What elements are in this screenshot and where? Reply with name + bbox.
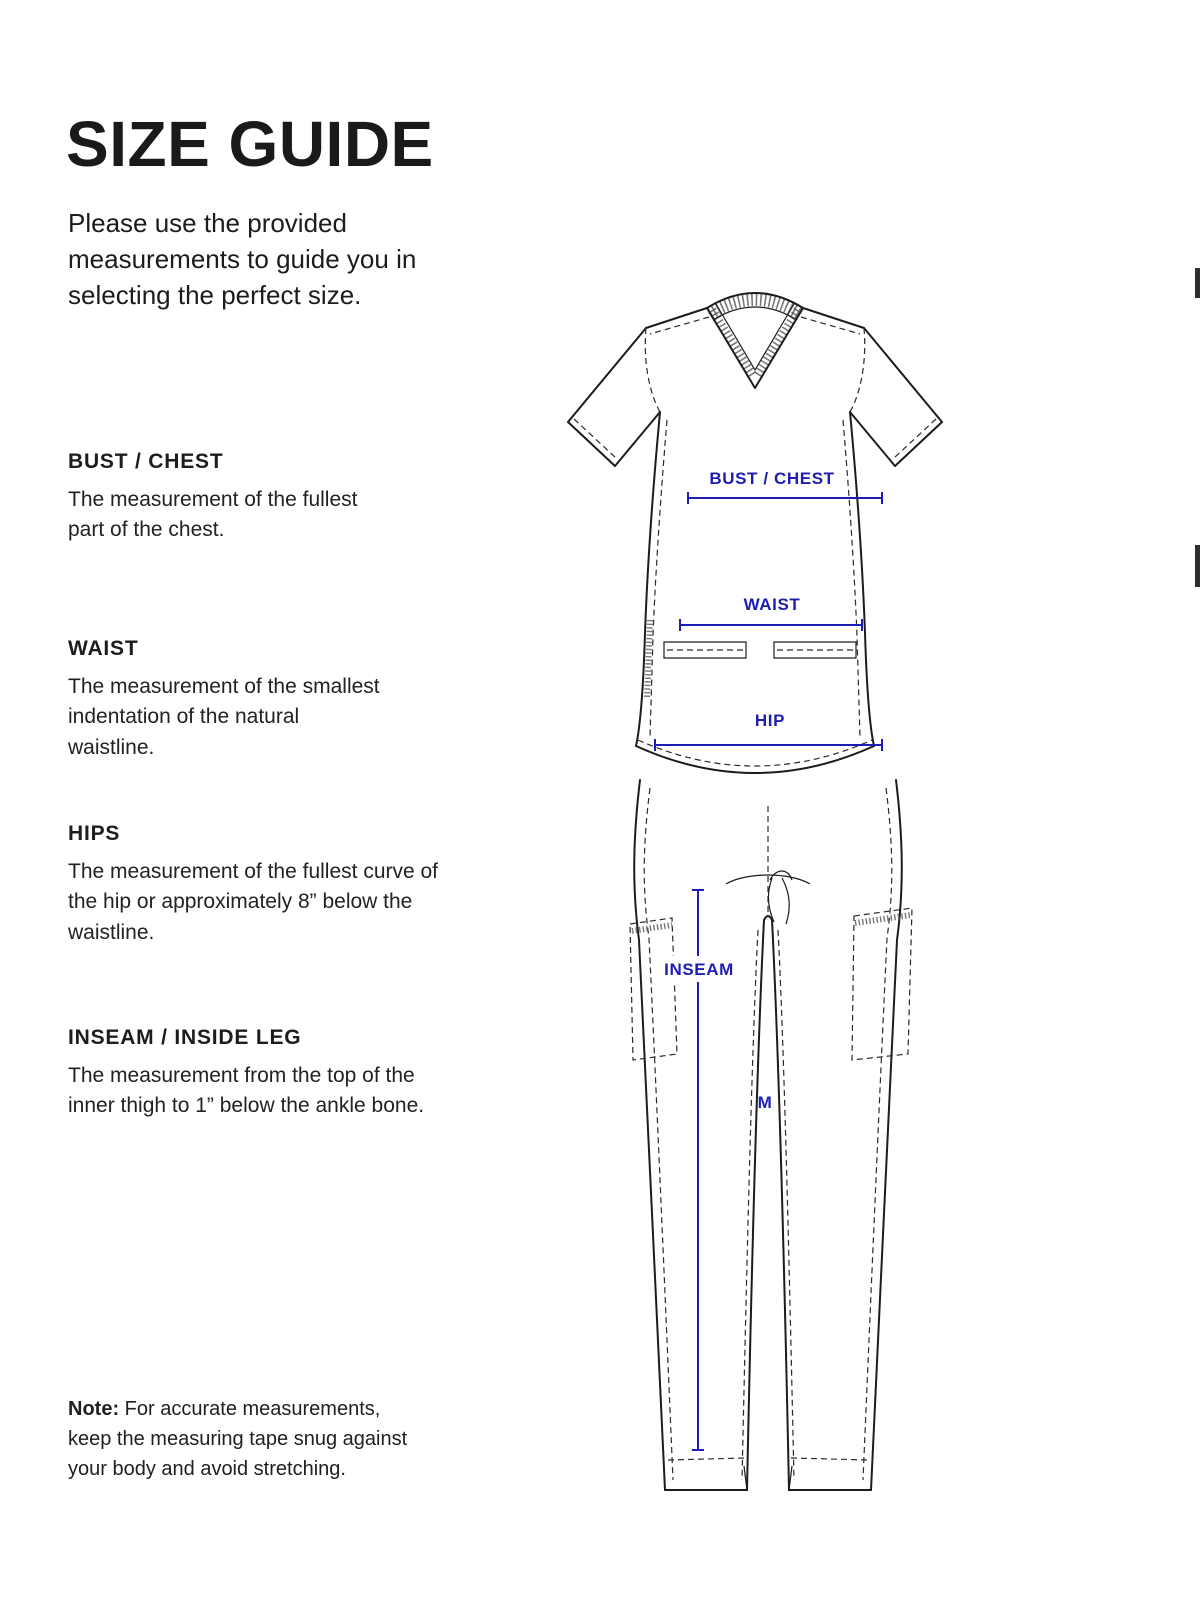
hip-measure-label: HIP [754,711,786,730]
waist-measure-line [680,619,862,631]
note-body: For accurate measurements, keep the measuring tape snug against your body and avoid stretching. [68,1398,408,1480]
intro-text: Please use the provided measurements to guide you in selecting the perfect size. [68,208,417,310]
right-welt-pocket [774,642,856,658]
waist-measure-label: WAIST [743,595,801,614]
scrub-pants-drawing [630,780,912,1490]
section-bust-chest [68,450,368,546]
note-label: Note: [68,1398,120,1420]
section-body: The measurement of the fullest part of the chest. [68,488,358,542]
measurement-annotations [655,469,882,1450]
bust-measure-line [688,492,882,504]
size-letter: M [757,1093,773,1112]
right-edge-mark [1195,268,1200,298]
right-edge-mark [1195,545,1200,587]
section-heading: WAIST [68,637,139,660]
section-heading: HIPS [68,822,121,845]
note-text [68,1394,416,1484]
bust-measure-label: BUST / CHEST [709,469,835,488]
inseam-measure-label: INSEAM [664,960,734,979]
left-welt-pocket [664,642,746,658]
section-body: The measurement of the smallest indentation of the natural waistline. [68,675,380,759]
section-hips [68,822,458,948]
section-heading: BUST / CHEST [68,450,224,473]
section-heading: INSEAM / INSIDE LEG [68,1026,302,1049]
page-title: SIZE GUIDE [66,107,434,180]
scrub-top-drawing [568,293,942,773]
garment-measurement-diagram [520,268,1000,1518]
section-body: The measurement from the top of the inner thigh to 1” below the ankle bone. [68,1064,425,1118]
section-waist [68,637,383,763]
section-inseam [68,1026,433,1122]
section-body: The measurement of the fullest curve of the hip or approximately 8” below the waistline. [68,860,439,944]
